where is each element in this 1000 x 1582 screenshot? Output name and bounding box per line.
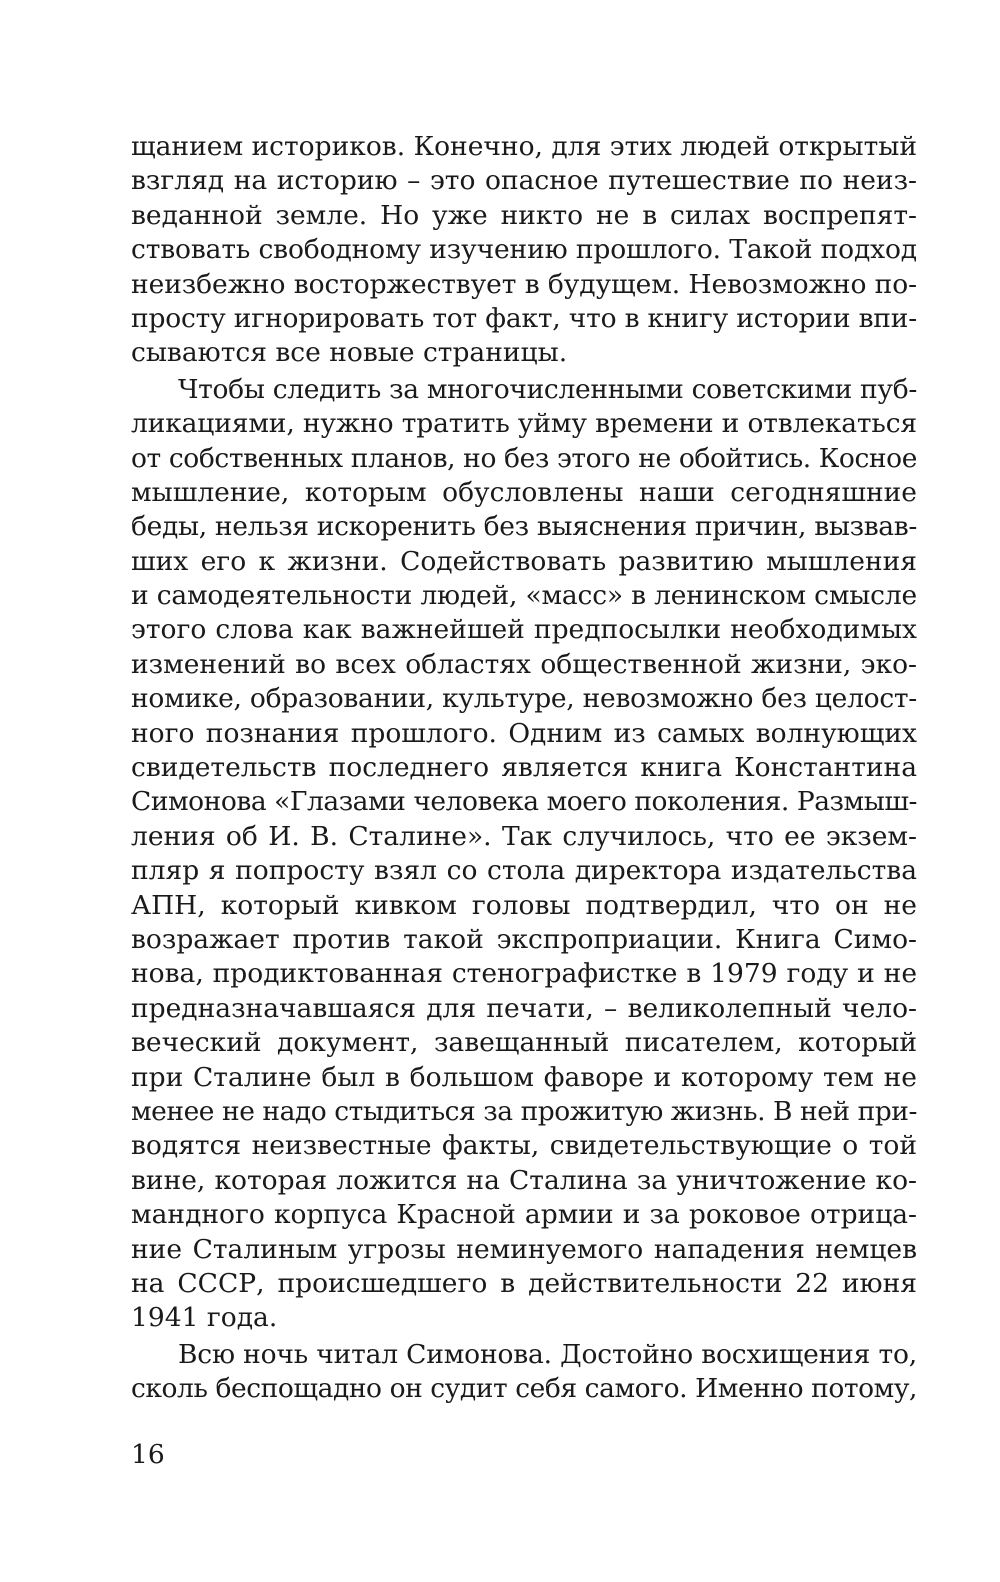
text-line: Всю ночь читал Симонова. Достойно восхищения то, bbox=[178, 1338, 917, 1370]
text-line: свидетельств последнего является книга Константина bbox=[131, 752, 917, 784]
text-line: неизбежно восторжествует в будущем. Невозможно по- bbox=[131, 268, 918, 300]
text-line: при Сталине был в большом фаворе и которому тем не bbox=[131, 1061, 917, 1093]
text-line: мандного корпуса Красной армии и за роковое отрица- bbox=[131, 1199, 917, 1231]
text-line: ликациями, нужно тратить уйму времени и отвлекаться bbox=[131, 408, 917, 440]
text-line: ние Сталиным угрозы неминуемого нападения немцев bbox=[131, 1233, 917, 1265]
text-line: возражает против такой экспроприации. Книга Симо- bbox=[131, 923, 917, 955]
text-line: беды, нельзя искоренить без выяснения причин, вызвав- bbox=[131, 511, 917, 543]
text-line: веческий документ, завещанный писателем, который bbox=[131, 1027, 917, 1059]
text-line: веданной земле. Но уже никто не в силах воспрепят- bbox=[131, 199, 917, 231]
text-line: изменений во всех областях общественной жизни, эко- bbox=[131, 648, 917, 680]
text-line: менее не надо стыдиться за прожитую жизнь. В ней при- bbox=[131, 1095, 917, 1127]
text-line: на СССР, происшедшего в действительности 22 июня bbox=[131, 1267, 917, 1299]
text-line: ствовать свободному изучению прошлого. Такой подход bbox=[131, 234, 917, 266]
text-line: ного познания прошлого. Одним из самых волнующих bbox=[131, 717, 917, 749]
text-line: от собственных планов, но без этого не обойтись. Косное bbox=[131, 442, 918, 474]
text-line: номике, образовании, культуре, невозможно без целост- bbox=[131, 683, 917, 715]
text-line: АПН, который кивком головы подтвердил, что он не bbox=[131, 889, 917, 921]
text-line: нова, продиктованная стенографистке в 1979 году и не bbox=[131, 958, 917, 990]
paragraph-3 bbox=[131, 1338, 917, 1407]
text-line: просту игнорировать тот факт, что в книгу истории впи- bbox=[131, 302, 918, 334]
text-line: ления об И. В. Сталине». Так случилось, что ее экзем- bbox=[131, 820, 917, 852]
text-line: взгляд на историю – это опасное путешествие по неиз- bbox=[131, 165, 917, 197]
text-line: сываются все новые страницы. bbox=[131, 337, 568, 369]
text-line: предназначавшаяся для печати, – великолепный чело- bbox=[131, 992, 917, 1024]
text-line: Симонова «Глазами человека моего поколения. Размыш- bbox=[131, 786, 918, 818]
text-line: Чтобы следить за многочисленными советскими пуб- bbox=[178, 373, 917, 405]
page-body bbox=[131, 130, 917, 1408]
paragraph-1 bbox=[131, 130, 917, 371]
text-line: сколь беспощадно он судит себя самого. Именно потому, bbox=[131, 1373, 917, 1405]
text-line: щанием историков. Конечно, для этих людей открытый bbox=[131, 131, 917, 162]
text-line: мышление, которым обусловлены наши сегодняшние bbox=[131, 476, 917, 508]
text-line: водятся неизвестные факты, свидетельствующие о той bbox=[131, 1130, 917, 1162]
text-line: пляр я попросту взял со стола директора издательства bbox=[131, 855, 917, 887]
page-number: 16 bbox=[131, 1439, 165, 1470]
text-line: ших его к жизни. Содействовать развитию мышления bbox=[131, 545, 917, 577]
text-line: этого слова как важнейшей предпосылки необходимых bbox=[131, 614, 917, 646]
paragraph-2 bbox=[131, 373, 917, 1336]
text-line: и самодеятельности людей, «масс» в ленинском смысле bbox=[131, 580, 917, 612]
text-line: 1941 года. bbox=[131, 1302, 278, 1334]
text-line: вине, которая ложится на Сталина за уничтожение ко- bbox=[131, 1164, 917, 1196]
